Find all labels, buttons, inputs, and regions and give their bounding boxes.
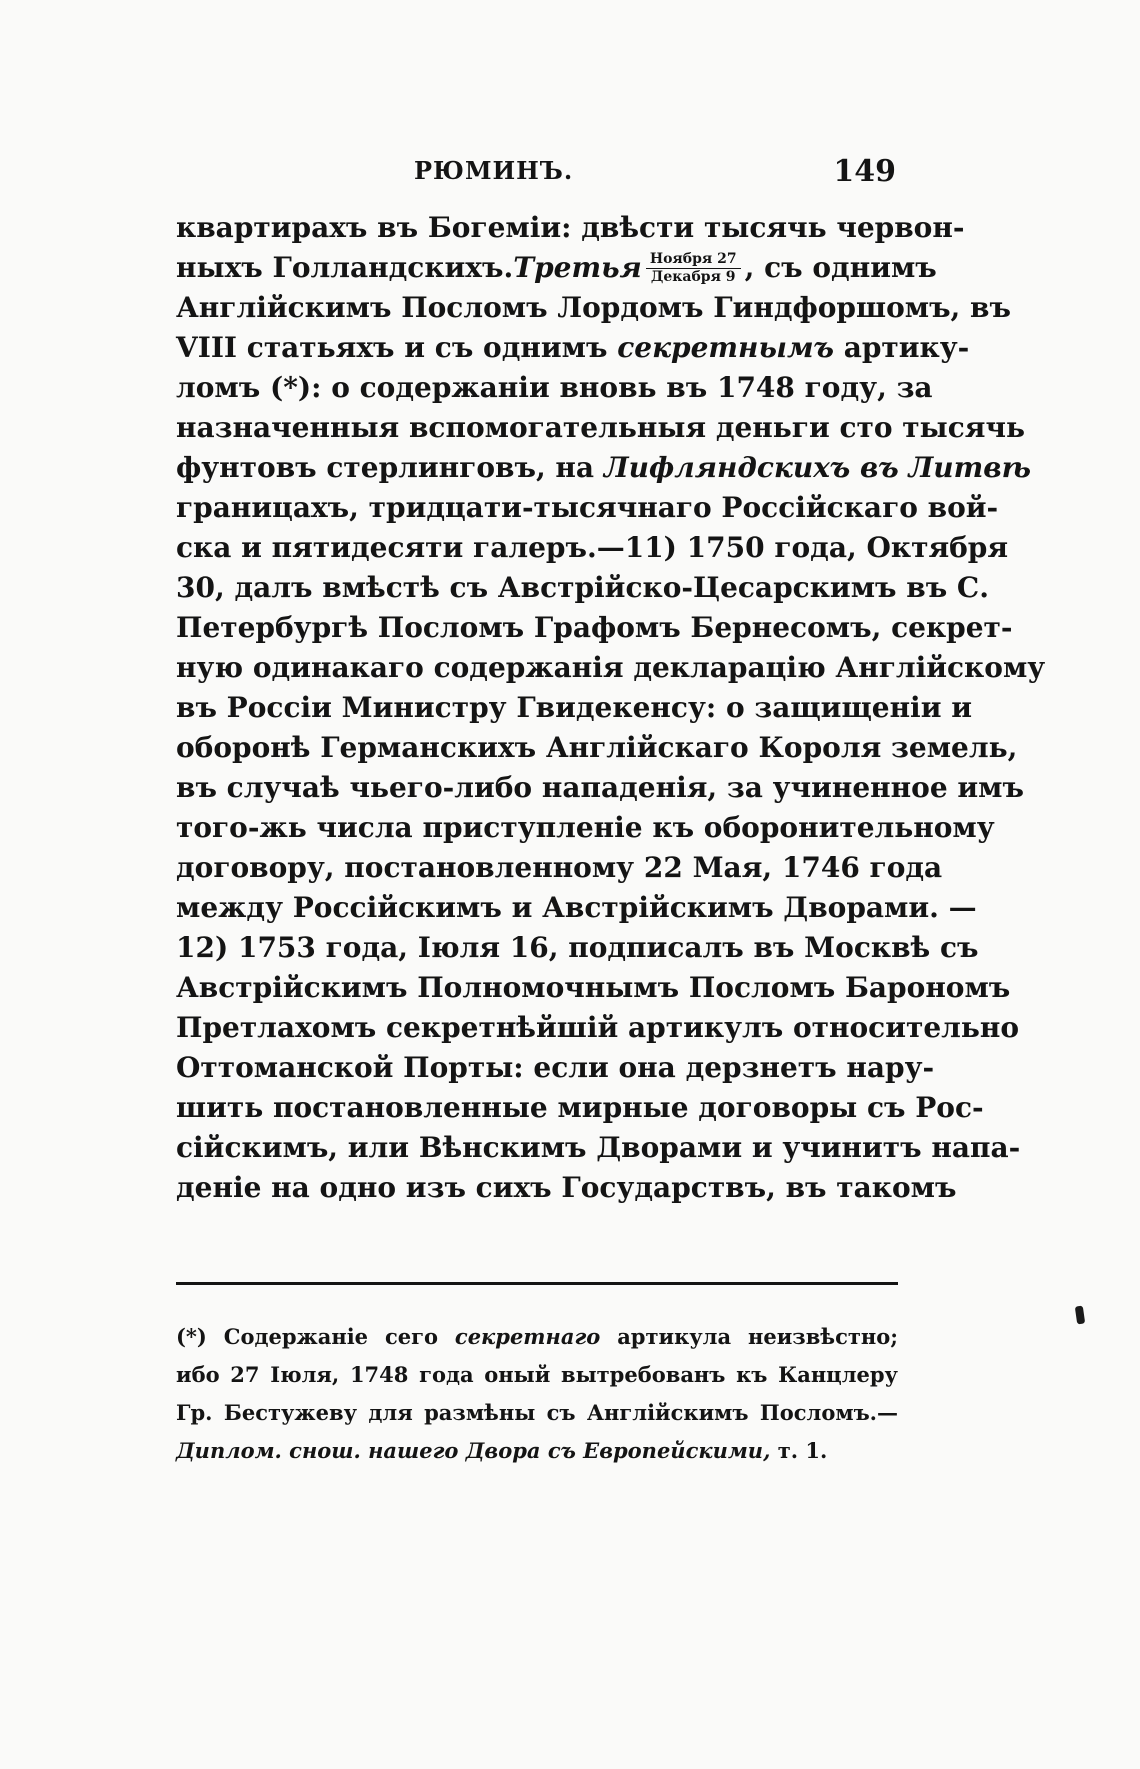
text-line: сійскимъ, или Вѣнскимъ Дворами и учинитъ напа- (176, 1131, 1021, 1164)
citation-volume: т. 1. (777, 1438, 828, 1463)
italic-segment: секретнымъ (617, 331, 834, 364)
text-line: Претлахомъ секретнѣйшій артикулъ относительно (176, 1011, 1020, 1044)
text-line: 30, далъ вмѣстѣ съ Австрійско-Цесарскимъ въ С. (176, 571, 989, 604)
footnote-line: ибо 27 Іюля, 1748 года оный вытребованъ къ Канцлеру (176, 1362, 898, 1387)
text-line: квартирахъ въ Богеміи: двѣсти тысячь червон- (176, 211, 965, 244)
text-segment: , съ однимъ (744, 251, 937, 284)
footnote-divider (176, 1282, 898, 1285)
text-line: Австрійскимъ Полномочнымъ Посломъ Барономъ (176, 971, 1011, 1004)
date-fraction (646, 251, 741, 286)
italic-segment: секретнаго (454, 1324, 601, 1349)
text-line: ную одинакаго содержанія декларацію Англійскому (176, 651, 1046, 684)
text-line: между Россійскимъ и Австрійскимъ Дворами. — (176, 891, 977, 924)
fraction-denominator: Декабря 9 (650, 268, 736, 285)
text-segment: артикула неизвѣстно; (617, 1324, 898, 1349)
text-line: въ случаѣ чьего-либо нападенія, за учиненное имъ (176, 771, 1024, 804)
text-line: ска и пятидесяти галеръ.—11) 1750 года, Октября (176, 531, 1009, 564)
citation-title: Диплом. снош. нашего Двора съ Европейскими, (176, 1438, 771, 1463)
text-segment: VIII статьяхъ и съ однимъ (176, 331, 608, 364)
main-text (176, 208, 1046, 1208)
text-line: 12) 1753 года, Іюля 16, подписалъ въ Москвѣ съ (176, 931, 979, 964)
italic-segment: Лифляндскихъ въ Литвѣ (603, 451, 1032, 484)
italic-segment: Третья (513, 251, 642, 284)
page-header (176, 152, 896, 192)
text-segment: фунтовъ стерлинговъ, на (176, 451, 595, 484)
footnote-line: Гр. Бестужеву для размѣны съ Англійскимъ Посломъ.— (176, 1400, 898, 1425)
text-line: границахъ, тридцати-тысячнаго Россійскаго вой- (176, 491, 999, 524)
text-line: шить постановленные мирные договоры съ Рос- (176, 1091, 984, 1124)
text-line: деніе на одно изъ сихъ Государствъ, въ такомъ (176, 1171, 957, 1204)
text-segment: ныхъ Голландскихъ. (176, 251, 514, 284)
fraction-numerator: Ноября 27 (646, 251, 741, 269)
page-number: 149 (833, 154, 896, 189)
text-line: договору, постановленному 22 Мая, 1746 года (176, 851, 943, 884)
text-line: Англійскимъ Посломъ Лордомъ Гиндфоршомъ, въ (176, 291, 1011, 324)
ink-speck (1075, 1306, 1085, 1325)
text-line (176, 328, 970, 368)
running-head: РЮМИНЪ. (414, 156, 574, 185)
text-segment: артику- (843, 331, 970, 364)
text-line: оборонѣ Германскихъ Англійскаго Короля земель, (176, 731, 1018, 764)
text-line: Оттоманской Порты: если она дерзнетъ нару- (176, 1051, 935, 1084)
footnote (176, 1318, 898, 1470)
footnote-line (176, 1318, 898, 1356)
text-line: Петербургѣ Посломъ Графомъ Бернесомъ, секрет- (176, 611, 1013, 644)
text-line: въ Россіи Министру Гвидекенсу: о защищеніи и (176, 691, 972, 724)
text-segment: (*) Содержаніе сего (176, 1324, 438, 1349)
text-line (176, 448, 1032, 488)
text-line: назначенныя вспомогательныя деньги сто тысячь (176, 411, 1025, 444)
text-line: того-жь числа приступленіе къ оборонительному (176, 811, 995, 844)
text-line: ломъ (*): о содержаніи вновь въ 1748 году, за (176, 371, 933, 404)
footnote-citation-line (176, 1432, 898, 1470)
text-line-with-date-fraction (176, 248, 937, 288)
